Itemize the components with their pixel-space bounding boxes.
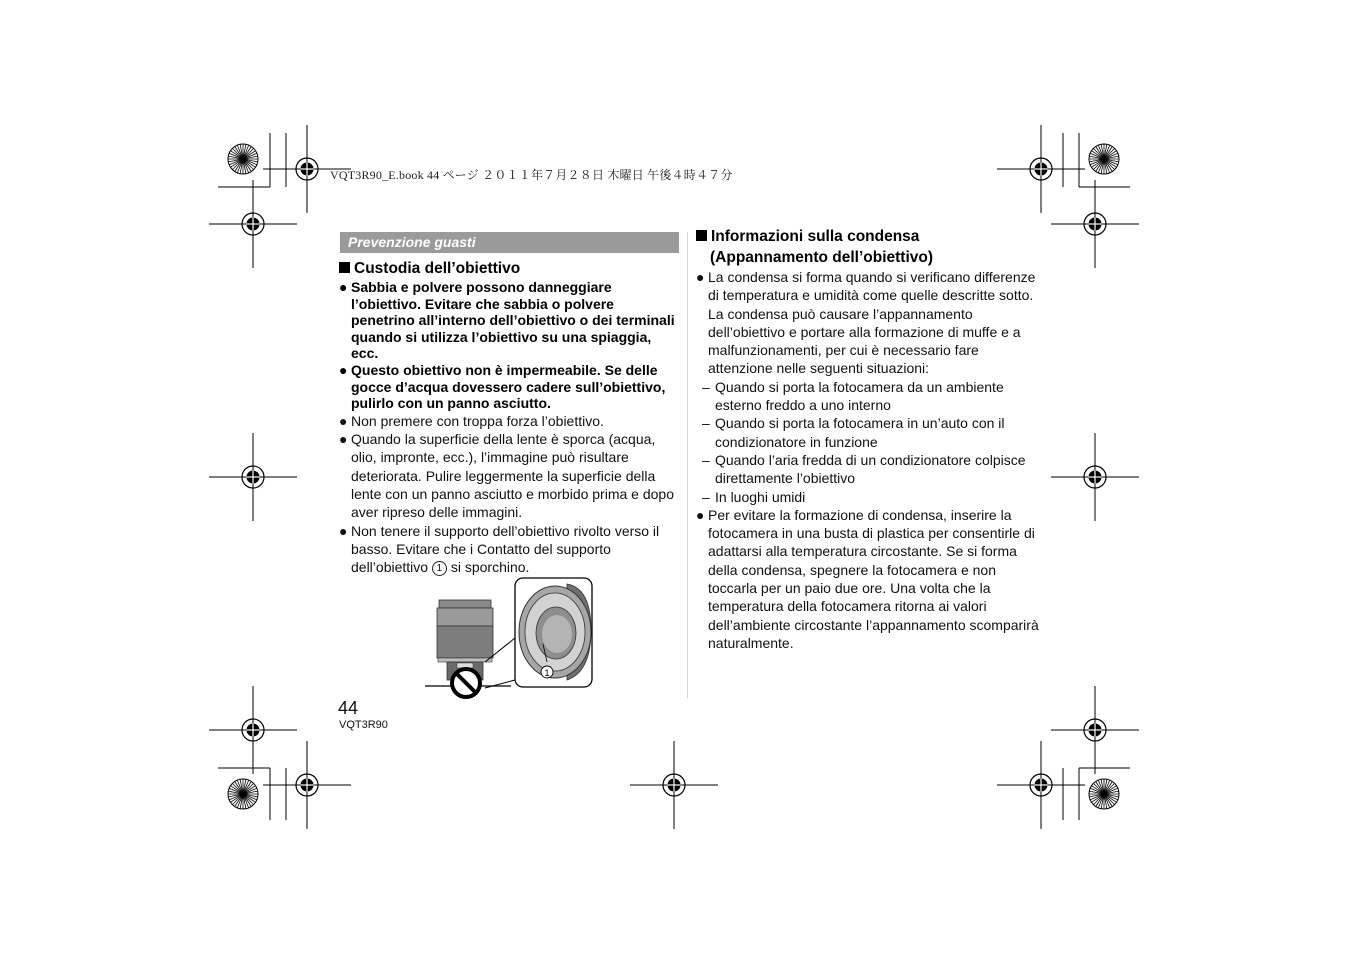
situation-item: – Quando si porta la fotocamera in un’auto con il condizionatore in funzione [702, 415, 1005, 450]
list-item: ● Sabbia e polvere possono danneggiare l’obiettivo. Evitare che sabbia o polvere penetrino all’interno dell’obiettivo o dei terminali quando si utilizza l’obiettivo su una spiaggia, ecc. [339, 279, 675, 362]
dash-icon: – [702, 415, 710, 432]
section-title-bar: Prevenzione guasti [340, 232, 679, 253]
heading-lens-case [339, 259, 520, 279]
lens-care-list [339, 279, 681, 576]
list-item: ● Quando la superficie della lente è sporca (acqua, olio, impronte, ecc.), l’immagine può risultare deteriorata. Pulire leggermente la superficie della lente con un panno asciutto e morbido prima e dopo aver ripreso delle immagini. [339, 431, 674, 521]
bullet-icon: ● [339, 279, 348, 295]
dash-icon: – [702, 378, 710, 395]
heading-condensation-sub: (Appannamento dell’obiettivo) [710, 249, 934, 266]
list-item: ● Non premere con troppa forza l’obiettivo. [339, 412, 604, 429]
list-item: ● Non tenere il supporto dell’obiettivo rivolto verso il basso. Evitare che i Contatto del supporto dell’obiettivo 1 si sporchino. [339, 522, 660, 576]
square-icon [339, 262, 350, 273]
figure-callout: 1 [544, 668, 550, 678]
document-code: VQT3R90 [339, 719, 388, 731]
heading-text: Informazioni sulla condensa [711, 228, 920, 245]
page-number: 44 [338, 698, 359, 718]
situation-item: – Quando si porta la fotocamera da un ambiente esterno freddo a uno interno [702, 378, 1004, 414]
bullet-icon: ● [339, 522, 348, 539]
situation-item: – Quando l’aria fredda di un condizionatore colpisce direttamente l’obiettivo [702, 451, 1026, 487]
lens-illustration [425, 576, 597, 700]
heading-text: Custodia dell’obiettivo [354, 260, 521, 277]
dash-icon: – [702, 488, 710, 505]
bullet-icon: ● [339, 412, 348, 429]
dash-icon: – [702, 451, 710, 468]
print-info-header: VQT3R90_E.book 44 ページ ２０１１年７月２８日 木曜日 午後４時４７分 [330, 168, 733, 182]
heading-condensation [696, 227, 919, 247]
list-item: ● Per evitare la formazione di condensa, inserire la fotocamera in una busta di plastica per consentirle di adattarsi alla temperatura circostante. Se si forma della condensa, spegnere la fotocamera e non toccarla per un paio due ore. Una volta che la temperatura della fotocamera ritorna ai valori dell’ambiente circostante l’appannamento scomparirà naturalmente. [696, 506, 1039, 651]
bullet-icon: ● [696, 269, 705, 285]
bullet-icon: ● [339, 431, 348, 448]
bullet-icon: ● [696, 506, 705, 523]
column-divider [687, 232, 688, 698]
condensation-list [696, 268, 1041, 652]
callout-marker: 1 [432, 561, 447, 576]
list-item: ● Questo obiettivo non è impermeabile. Se delle gocce d’acqua dovessero cadere sull’obiettivo, pulirlo con un panno asciutto. [339, 361, 666, 412]
situation-item: – In luoghi umidi [702, 488, 806, 505]
square-icon [696, 230, 707, 241]
bullet-icon: ● [339, 361, 348, 378]
list-item: ● La condensa si forma quando si verificano differenze di temperatura e umidità come quelle descritte sotto. La condensa può causare l’appannamento dell’obiettivo e portare alla formazione di muffe e a malfunzionamenti, per cui è necessario fare attenzione nelle seguenti situazioni: [696, 269, 1036, 377]
